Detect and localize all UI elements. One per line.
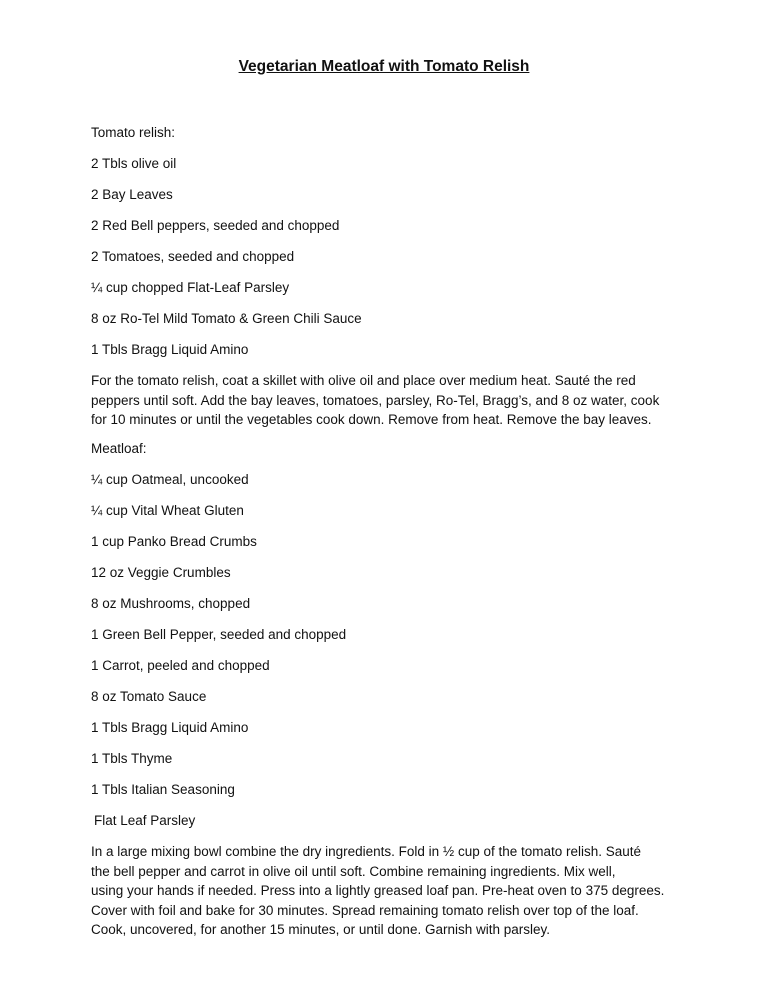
meatloaf-ingredient: 8 oz Mushrooms, chopped	[91, 596, 251, 611]
meatloaf-ingredient: 12 oz Veggie Crumbles	[91, 565, 231, 580]
meatloaf-ingredient: 1 Tbls Thyme	[91, 751, 173, 766]
meatloaf-ingredient: 1 Carrot, peeled and chopped	[91, 658, 270, 673]
meatloaf-instructions-line: Cover with foil and bake for 30 minutes. Spread remaining tomato relish over top of the loaf.	[91, 902, 639, 918]
meatloaf-ingredient: 1 Tbls Bragg Liquid Amino	[91, 720, 249, 735]
meatloaf-instructions-line: using your hands if needed. Press into a lightly greased loaf pan. Pre-heat oven to 375 degrees.	[91, 883, 665, 898]
relish-instructions-line: for 10 minutes or until the vegetables cook down. Remove from heat. Remove the bay leaves.	[91, 412, 652, 427]
relish-instructions-line: For the tomato relish, coat a skillet with olive oil and place over medium heat. Sauté the red	[91, 373, 636, 388]
meatloaf-ingredient: 1 Green Bell Pepper, seeded and chopped	[91, 627, 347, 642]
relish-ingredient: 2 Red Bell peppers, seeded and chopped	[91, 218, 340, 233]
relish-ingredient: 2 Tbls olive oil	[91, 156, 177, 171]
meatloaf-instructions-line: In a large mixing bowl combine the dry ingredients. Fold in ½ cup of the tomato relish. Sauté	[91, 844, 642, 859]
relish-heading: Tomato relish:	[91, 125, 176, 140]
meatloaf-ingredient: Flat Leaf Parsley	[94, 813, 196, 828]
relish-instructions	[91, 371, 691, 430]
page-title: Vegetarian Meatloaf with Tomato Relish	[238, 58, 530, 75]
meatloaf-ingredient: 1 Tbls Italian Seasoning	[91, 782, 235, 797]
meatloaf-ingredient: 1 cup Panko Bread Crumbs	[91, 534, 257, 549]
meatloaf-instructions	[91, 842, 691, 940]
relish-ingredient: 8 oz Ro-Tel Mild Tomato & Green Chili Sauce	[91, 311, 362, 326]
meatloaf-ingredient: 8 oz Tomato Sauce	[91, 689, 207, 704]
meatloaf-instructions-line: the bell pepper and carrot in olive oil until soft. Combine remaining ingredients. Mix well,	[91, 863, 616, 879]
relish-ingredient: 2 Bay Leaves	[91, 187, 173, 202]
relish-ingredient: 1 Tbls Bragg Liquid Amino	[91, 342, 249, 357]
relish-ingredient: 2 Tomatoes, seeded and chopped	[91, 249, 295, 264]
meatloaf-ingredient: ¼ cup Vital Wheat Gluten	[91, 503, 244, 518]
meatloaf-heading: Meatloaf:	[91, 441, 147, 456]
relish-ingredient: ¼ cup chopped Flat-Leaf Parsley	[91, 280, 290, 295]
meatloaf-instructions-line: Cook, uncovered, for another 15 minutes, or until done. Garnish with parsley.	[91, 922, 550, 937]
relish-instructions-line: peppers until soft. Add the bay leaves, tomatoes, parsley, Ro-Tel, Bragg’s, and 8 oz water, cook	[91, 392, 660, 408]
meatloaf-ingredient: ¼ cup Oatmeal, uncooked	[91, 472, 249, 487]
